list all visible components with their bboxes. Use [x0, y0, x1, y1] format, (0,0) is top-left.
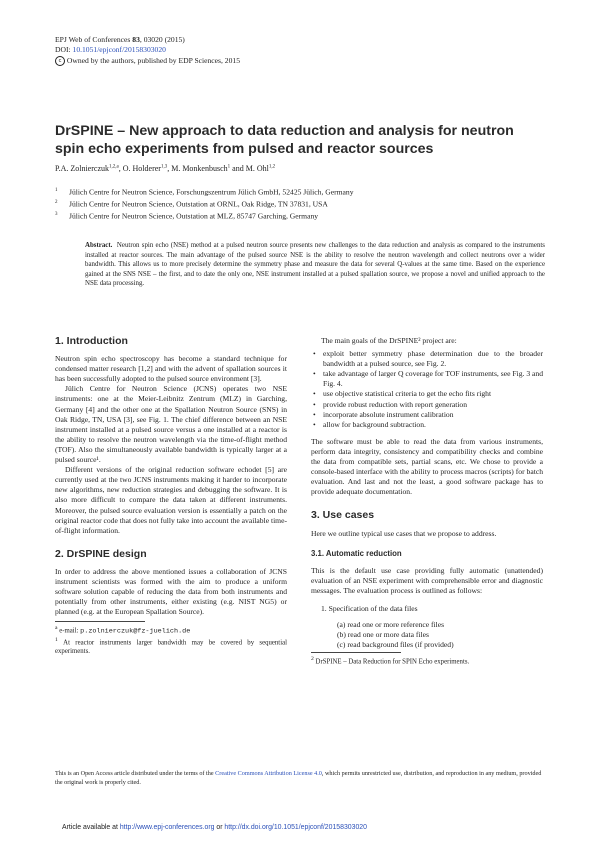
copyright-line: [55, 56, 240, 66]
right-column: [311, 336, 543, 667]
affiliation-text: Jülich Centre for Neutron Science, Outstation at ORNL, Oak Ridge, TN 37831, USA: [69, 199, 328, 209]
abstract: [85, 241, 545, 289]
footnote-1: [55, 636, 287, 657]
footnote-text: At reactor instruments larger bandwidth may be covered by sequential experiments.: [55, 639, 287, 656]
author-affil: 1,2: [268, 164, 276, 170]
section-heading-introduction: 1. Introduction: [55, 335, 128, 347]
paragraph: Jülich Centre for Neutron Science (JCNS) operates two NSE instruments: one at the Meier-Leibnitz Zentrum (MLZ) in Garching, Germany [4] and the other one at the Spallation Neutron Source (SNS) in Oak Ridge, TN, USA [3], see Fig. 1. The chief difference between an NSE instrument installed at a pulsed source versus a one installed at a reactor is the ability to resolve the neutron wavelength via the time-of-flight method (TOF). Also the simultaneously available bandwidth is typically larger at a pulsed source¹.: [55, 384, 287, 465]
license-link[interactable]: Creative Commons Attribution License 4.0: [215, 770, 322, 777]
list-item: • allow for background subtraction.: [323, 420, 543, 430]
affiliation: [55, 186, 354, 198]
sub-list-item: (b) read one or more data files: [337, 630, 429, 640]
doi-label: DOI:: [55, 45, 73, 55]
author: P.A. Zolnierczuk: [55, 164, 109, 173]
abstract-label: Abstract.: [85, 242, 113, 249]
author-affil: 1,3: [160, 164, 168, 170]
journal-name: EPJ Web of Conferences: [55, 35, 131, 44]
email-address: p.zolnierczuk@fz-juelich.de: [80, 627, 191, 636]
author: O. Holderer: [122, 164, 161, 173]
paragraph: Different versions of the original reduction software echodet [5] are currently used at the two JCNS instruments making it harder to incorporate new algorithms, new reduction strategies and debugging the software. It is also more difficult to compare the data taken at different instruments. Moreover, the pulsed source evaluation version is essentially a patch on the original reactor code that does not fully take into account the available time-of-flight information.: [55, 465, 287, 535]
paragraph: In order to address the above mentioned issues a collaboration of JCNS instrument scientists was formed with the aim to produce a uniform software solution capable of reducing the data from both instruments and potentially from other instruments, either existing (e.g. NIST NG5) or planned (e.g. at the European Spallation Source).: [55, 566, 287, 617]
section-heading-design: 2. DrSPINE design: [55, 547, 147, 560]
list-item: • incorporate absolute instrument calibration: [323, 410, 543, 420]
list-item: • take advantage of larger Q coverage for TOF instruments, see Fig. 3 and Fig. 4.: [323, 369, 543, 389]
journal-site-link[interactable]: http://www.epj-conferences.org: [119, 824, 215, 831]
paragraph: This is the default use case providing fully automatic (unattended) evaluation of an NSE experiment with comprehensible error and diagnostic messages. The evaluation process is outlined as follows:: [311, 565, 543, 595]
author-affil: 1,2,a: [109, 164, 119, 170]
journal-article: , 03020 (2015): [139, 35, 185, 44]
list-item: • use objective statistical criteria to get the echo fits right: [323, 389, 543, 399]
affiliation-number: 3: [55, 212, 58, 218]
footnote-marker: a: [55, 625, 58, 632]
affiliation-text: Jülich Centre for Neutron Science, Forschungszentrum Jülich GmbH, 52425 Jülich, Germany: [69, 187, 354, 197]
article-availability: [62, 824, 367, 831]
abstract-text: Neutron spin echo (NSE) method at a pulsed neutron source presents new challenges to the data reduction and analysis as compared to the instruments installed at reactor sources. The main advantage of the pulsed source NSE is the ability to resolve the neutron wavelength and collect neutrons over a wider bandwidth. This allows us to more precisely determine the symmetry phase and measure the data for several Q-values at the same time. Based on the experience gained at the SNS NSE – the first, and to date the only one, NSE instrument installed at a pulsed spallation source, we propose a novel and unified approach to the NSE data processing.: [85, 242, 545, 288]
list-item: • provide robust reduction with report generation: [323, 400, 543, 410]
availability-text: Article available at: [62, 824, 120, 831]
doi-line: [55, 45, 240, 55]
journal-line: [55, 35, 240, 45]
footnote-rule: [311, 652, 401, 653]
footnote-rule: [55, 621, 145, 622]
paragraph: Neutron spin echo spectroscopy has become a standard technique for condensed matter research [1,2] and with the advent of spallation sources it has been successfully adopted to the pulsed source environment [3].: [55, 354, 287, 384]
paragraph: The main goals of the DrSPINE² project are:: [321, 336, 457, 345]
author: M. Monkenbusch: [171, 164, 228, 173]
affiliation-number: 2: [55, 200, 58, 206]
footnote-text: e-mail:: [59, 627, 81, 635]
footnote-text: DrSPINE – Data Reduction for SPIN Echo experiments.: [315, 658, 470, 666]
availability-text: or: [214, 824, 225, 831]
affiliation: [55, 198, 354, 210]
section-heading-use-cases: 3. Use cases: [311, 509, 375, 522]
left-column: [55, 336, 287, 657]
copyright-text: Owned by the authors, published by EDP Sciences, 2015: [66, 55, 240, 65]
author-list: [55, 164, 275, 173]
footnote-marker: 2: [311, 656, 314, 663]
enum-item: 1. Specification of the data files: [321, 603, 418, 613]
affiliation-number: 1: [55, 188, 58, 193]
subsection-heading-automatic-reduction: 3.1. Automatic reduction: [311, 548, 402, 558]
list-item: • exploit better symmetry phase determination due to the broader bandwidth at a pulsed source, see Fig. 2.: [323, 349, 543, 369]
journal-volume: 83: [132, 35, 140, 44]
footnote-email: [55, 624, 287, 636]
sub-list-item: (c) read background files (if provided): [337, 640, 454, 650]
sub-list: [311, 620, 543, 650]
license-note: [55, 770, 545, 787]
author-separator: and: [230, 164, 246, 173]
doi-link[interactable]: 10.1051/epjconf/20158303020: [72, 45, 166, 55]
paper-title: DrSPINE – New approach to data reduction and analysis for neutron spin echo experiments from pulsed and reactor sources: [55, 123, 514, 157]
journal-header: [55, 35, 240, 66]
footnote-2: [311, 655, 543, 667]
author-affil: 1: [227, 164, 231, 170]
doi-url-link[interactable]: http://dx.doi.org/10.1051/epjconf/20158303020: [224, 824, 367, 831]
author: M. Ohl: [245, 164, 269, 173]
goals-list: [311, 349, 543, 430]
license-text: , which permits unrestricted use, distribution, and reproduction in any medium, provided the original work is properly cited.: [55, 770, 542, 786]
license-text: This is an Open Access article distributed under the terms of the: [55, 770, 216, 777]
sub-list-item: (a) read one or more reference files: [337, 620, 445, 630]
affiliation-text: Jülich Centre for Neutron Science, Outstation at MLZ, 85747 Garching, Germany: [69, 212, 319, 221]
author-separator: ,: [167, 164, 172, 173]
footnote-marker: 1: [55, 637, 58, 644]
affiliation: [55, 210, 354, 222]
paragraph: The software must be able to read the data from various instruments, perform data integrity, consistency and compatibility checks and combine the data from compatible sets, partial scans, etc. We chose to provide a console-based interface with the ability to process macros (scripts) for batch evaluation. And last and not the least, a good software package has to provide adequate documentation.: [311, 436, 543, 497]
paragraph: Here we outline typical use cases that we propose to address.: [311, 528, 497, 538]
copyright-icon: c: [55, 56, 65, 66]
author-separator: ,: [118, 164, 123, 173]
affiliation-list: [55, 186, 354, 223]
